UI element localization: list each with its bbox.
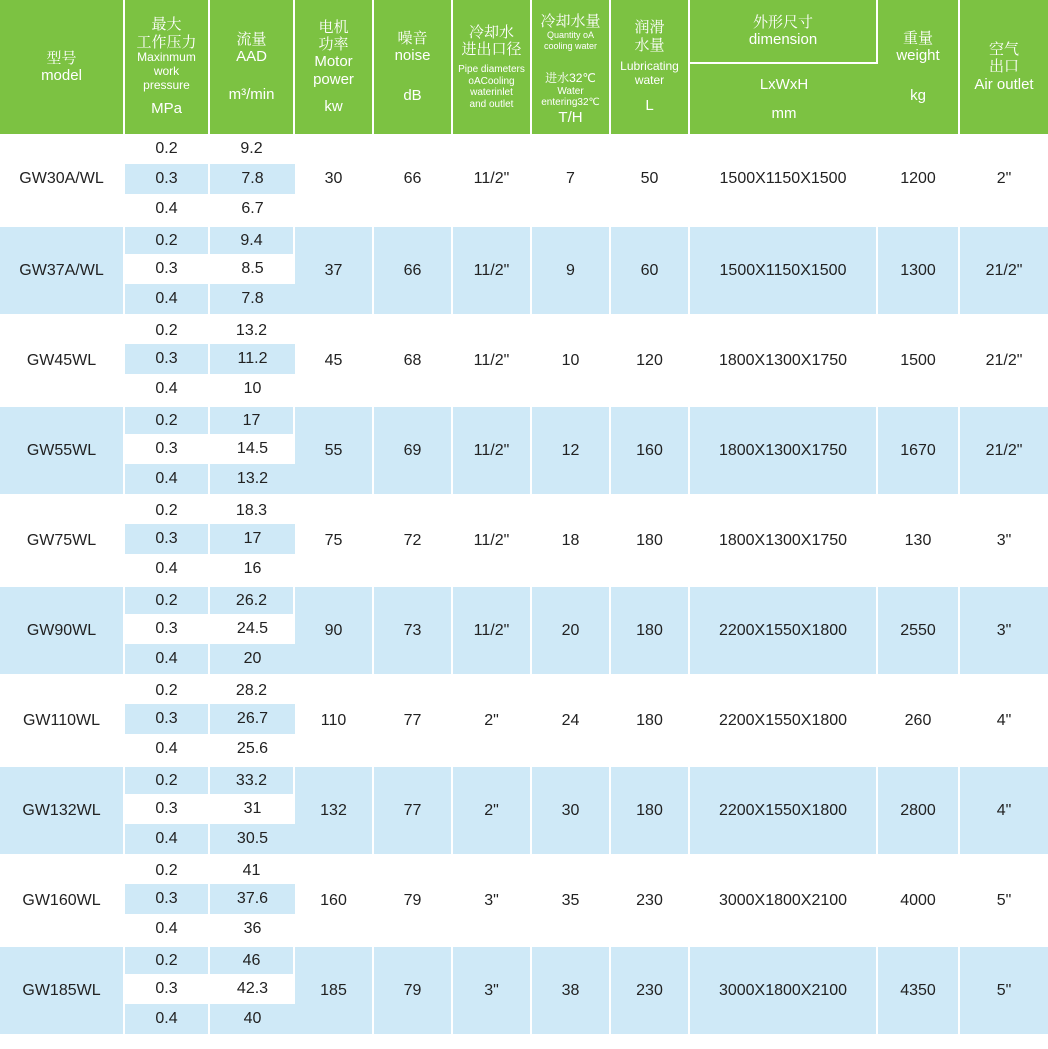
cell-noise: 77 — [374, 674, 453, 764]
cell-pressure: 0.3 — [125, 884, 210, 914]
cell-power: 37 — [295, 224, 374, 314]
table-row — [0, 854, 1048, 884]
cell-lubricating-water: 50 — [611, 134, 690, 224]
cell-flow: 25.6 — [210, 734, 295, 764]
cell-model: GW185WL — [0, 944, 125, 1034]
cell-cooling-water: 12 — [532, 404, 611, 494]
cell-cooling-water: 24 — [532, 674, 611, 764]
cell-flow: 40 — [210, 1004, 295, 1034]
cell-flow: 16 — [210, 554, 295, 584]
header-noise: 噪音 noise dB — [374, 0, 453, 134]
cell-model: GW37A/WL — [0, 224, 125, 314]
cell-pipe-diameter: 2" — [453, 764, 532, 854]
cell-flow: 26.7 — [210, 704, 295, 734]
cell-dimension: 2200X1550X1800 — [690, 674, 878, 764]
cell-pressure: 0.3 — [125, 794, 210, 824]
cell-pressure: 0.4 — [125, 284, 210, 314]
cell-model: GW90WL — [0, 584, 125, 674]
cell-dimension: 1500X1150X1500 — [690, 224, 878, 314]
cell-pressure: 0.3 — [125, 974, 210, 1004]
cell-pressure: 0.4 — [125, 464, 210, 494]
cell-flow: 10 — [210, 374, 295, 404]
header-power: 电机 功率 Motor power kw — [295, 0, 374, 134]
cell-weight: 4000 — [878, 854, 960, 944]
cell-pressure: 0.4 — [125, 734, 210, 764]
header-lubricating: 润滑 水量 Lubricating water L — [611, 0, 690, 134]
cell-noise: 77 — [374, 764, 453, 854]
cell-flow: 42.3 — [210, 974, 295, 1004]
cell-air-outlet: 2" — [960, 134, 1048, 224]
cell-flow: 7.8 — [210, 284, 295, 314]
cell-pipe-diameter: 2" — [453, 674, 532, 764]
cell-pressure: 0.3 — [125, 704, 210, 734]
cell-pressure: 0.4 — [125, 374, 210, 404]
header-pipe: 冷却水 进出口径 Pipe diameters oACooling waterinlet and outlet — [453, 0, 532, 134]
cell-lubricating-water: 60 — [611, 224, 690, 314]
cell-pipe-diameter: 3" — [453, 944, 532, 1034]
cell-pressure: 0.4 — [125, 1004, 210, 1034]
cell-pressure: 0.3 — [125, 164, 210, 194]
cell-pressure: 0.2 — [125, 584, 210, 614]
cell-pressure: 0.3 — [125, 614, 210, 644]
cell-pressure: 0.3 — [125, 344, 210, 374]
cell-pressure: 0.2 — [125, 494, 210, 524]
cell-pressure: 0.4 — [125, 194, 210, 224]
cell-flow: 14.5 — [210, 434, 295, 464]
table-row — [0, 314, 1048, 344]
cell-noise: 66 — [374, 224, 453, 314]
header-pressure: 最大 工作压力 Maxinmum work pressure MPa — [125, 0, 210, 134]
cell-flow: 6.7 — [210, 194, 295, 224]
cell-power: 75 — [295, 494, 374, 584]
cell-flow: 7.8 — [210, 164, 295, 194]
cell-noise: 69 — [374, 404, 453, 494]
cell-cooling-water: 38 — [532, 944, 611, 1034]
cell-pipe-diameter: 11/2" — [453, 404, 532, 494]
cell-weight: 2550 — [878, 584, 960, 674]
cell-flow: 9.2 — [210, 134, 295, 164]
cell-air-outlet: 3" — [960, 494, 1048, 584]
cell-pressure: 0.2 — [125, 224, 210, 254]
header-weight: 重量 weight kg — [878, 0, 960, 134]
header-air-outlet: 空气 出口 Air outlet — [960, 0, 1048, 134]
cell-flow: 31 — [210, 794, 295, 824]
cell-flow: 46 — [210, 944, 295, 974]
cell-flow: 20 — [210, 644, 295, 674]
table-row — [0, 674, 1048, 704]
header-dimension-sub: LxWxH mm — [690, 64, 878, 134]
cell-noise: 72 — [374, 494, 453, 584]
cell-lubricating-water: 160 — [611, 404, 690, 494]
cell-noise: 73 — [374, 584, 453, 674]
cell-dimension: 3000X1800X2100 — [690, 944, 878, 1034]
cell-pressure: 0.3 — [125, 254, 210, 284]
cell-flow: 37.6 — [210, 884, 295, 914]
cell-power: 55 — [295, 404, 374, 494]
cell-pressure: 0.3 — [125, 524, 210, 554]
cell-pressure: 0.2 — [125, 854, 210, 884]
table-body — [0, 134, 1048, 1034]
cell-model: GW75WL — [0, 494, 125, 584]
cell-power: 90 — [295, 584, 374, 674]
cell-noise: 66 — [374, 134, 453, 224]
cell-noise: 79 — [374, 854, 453, 944]
header-flow: 流量 AAD m³/min — [210, 0, 295, 134]
cell-pressure: 0.4 — [125, 644, 210, 674]
cell-flow: 33.2 — [210, 764, 295, 794]
cell-pressure: 0.2 — [125, 764, 210, 794]
cell-noise: 79 — [374, 944, 453, 1034]
header-cooling-sub: 进水32℃ Water entering32℃ T/H — [532, 64, 611, 134]
cell-pressure: 0.4 — [125, 554, 210, 584]
cell-air-outlet: 4" — [960, 764, 1048, 854]
cell-pressure: 0.2 — [125, 314, 210, 344]
cell-model: GW30A/WL — [0, 134, 125, 224]
cell-power: 160 — [295, 854, 374, 944]
cell-pipe-diameter: 11/2" — [453, 494, 532, 584]
cell-weight: 2800 — [878, 764, 960, 854]
cell-dimension: 1800X1300X1750 — [690, 314, 878, 404]
cell-lubricating-water: 180 — [611, 584, 690, 674]
cell-weight: 130 — [878, 494, 960, 584]
cell-air-outlet: 4" — [960, 674, 1048, 764]
header-cooling: 冷却水量 Quantity oA cooling water — [532, 0, 611, 64]
cell-flow: 8.5 — [210, 254, 295, 284]
cell-air-outlet: 21/2" — [960, 404, 1048, 494]
cell-dimension: 2200X1550X1800 — [690, 764, 878, 854]
cell-flow: 18.3 — [210, 494, 295, 524]
cell-cooling-water: 9 — [532, 224, 611, 314]
cell-pressure: 0.4 — [125, 914, 210, 944]
table-header — [0, 0, 1048, 134]
cell-flow: 17 — [210, 524, 295, 554]
table-row — [0, 494, 1048, 524]
cell-lubricating-water: 180 — [611, 674, 690, 764]
cell-pipe-diameter: 11/2" — [453, 134, 532, 224]
cell-flow: 9.4 — [210, 224, 295, 254]
cell-dimension: 1800X1300X1750 — [690, 494, 878, 584]
cell-pressure: 0.4 — [125, 824, 210, 854]
cell-model: GW110WL — [0, 674, 125, 764]
cell-noise: 68 — [374, 314, 453, 404]
cell-flow: 13.2 — [210, 464, 295, 494]
cell-flow: 30.5 — [210, 824, 295, 854]
cell-weight: 260 — [878, 674, 960, 764]
cell-pressure: 0.3 — [125, 434, 210, 464]
cell-flow: 28.2 — [210, 674, 295, 704]
cell-cooling-water: 35 — [532, 854, 611, 944]
cell-model: GW132WL — [0, 764, 125, 854]
header-dimension: 外形尺寸 dimension — [690, 0, 878, 64]
cell-power: 185 — [295, 944, 374, 1034]
cell-air-outlet: 5" — [960, 854, 1048, 944]
cell-air-outlet: 5" — [960, 944, 1048, 1034]
cell-flow: 13.2 — [210, 314, 295, 344]
cell-cooling-water: 30 — [532, 764, 611, 854]
cell-power: 30 — [295, 134, 374, 224]
cell-model: GW160WL — [0, 854, 125, 944]
cell-pipe-diameter: 11/2" — [453, 314, 532, 404]
cell-pressure: 0.2 — [125, 944, 210, 974]
table-row — [0, 224, 1048, 254]
cell-dimension: 1500X1150X1500 — [690, 134, 878, 224]
cell-pressure: 0.2 — [125, 674, 210, 704]
cell-cooling-water: 18 — [532, 494, 611, 584]
cell-pipe-diameter: 11/2" — [453, 224, 532, 314]
cell-cooling-water: 7 — [532, 134, 611, 224]
cell-power: 110 — [295, 674, 374, 764]
cell-model: GW55WL — [0, 404, 125, 494]
cell-model: GW45WL — [0, 314, 125, 404]
cell-dimension: 1800X1300X1750 — [690, 404, 878, 494]
cell-lubricating-water: 230 — [611, 944, 690, 1034]
cell-pipe-diameter: 11/2" — [453, 584, 532, 674]
cell-dimension: 3000X1800X2100 — [690, 854, 878, 944]
cell-pipe-diameter: 3" — [453, 854, 532, 944]
cell-lubricating-water: 120 — [611, 314, 690, 404]
cell-flow: 17 — [210, 404, 295, 434]
table-row — [0, 764, 1048, 794]
cell-weight: 1500 — [878, 314, 960, 404]
cell-power: 132 — [295, 764, 374, 854]
table-row — [0, 584, 1048, 614]
table-row — [0, 134, 1048, 164]
cell-power: 45 — [295, 314, 374, 404]
cell-pressure: 0.2 — [125, 404, 210, 434]
cell-lubricating-water: 180 — [611, 494, 690, 584]
table-row — [0, 404, 1048, 434]
cell-cooling-water: 20 — [532, 584, 611, 674]
cell-air-outlet: 3" — [960, 584, 1048, 674]
cell-weight: 1200 — [878, 134, 960, 224]
cell-air-outlet: 21/2" — [960, 224, 1048, 314]
cell-air-outlet: 21/2" — [960, 314, 1048, 404]
table-row — [0, 944, 1048, 974]
cell-flow: 36 — [210, 914, 295, 944]
cell-weight: 1300 — [878, 224, 960, 314]
cell-weight: 4350 — [878, 944, 960, 1034]
cell-flow: 11.2 — [210, 344, 295, 374]
cell-dimension: 2200X1550X1800 — [690, 584, 878, 674]
cell-flow: 26.2 — [210, 584, 295, 614]
cell-lubricating-water: 230 — [611, 854, 690, 944]
header-model: 型号 model — [0, 0, 125, 134]
cell-flow: 24.5 — [210, 614, 295, 644]
cell-lubricating-water: 180 — [611, 764, 690, 854]
cell-pressure: 0.2 — [125, 134, 210, 164]
cell-flow: 41 — [210, 854, 295, 884]
cell-cooling-water: 10 — [532, 314, 611, 404]
cell-weight: 1670 — [878, 404, 960, 494]
